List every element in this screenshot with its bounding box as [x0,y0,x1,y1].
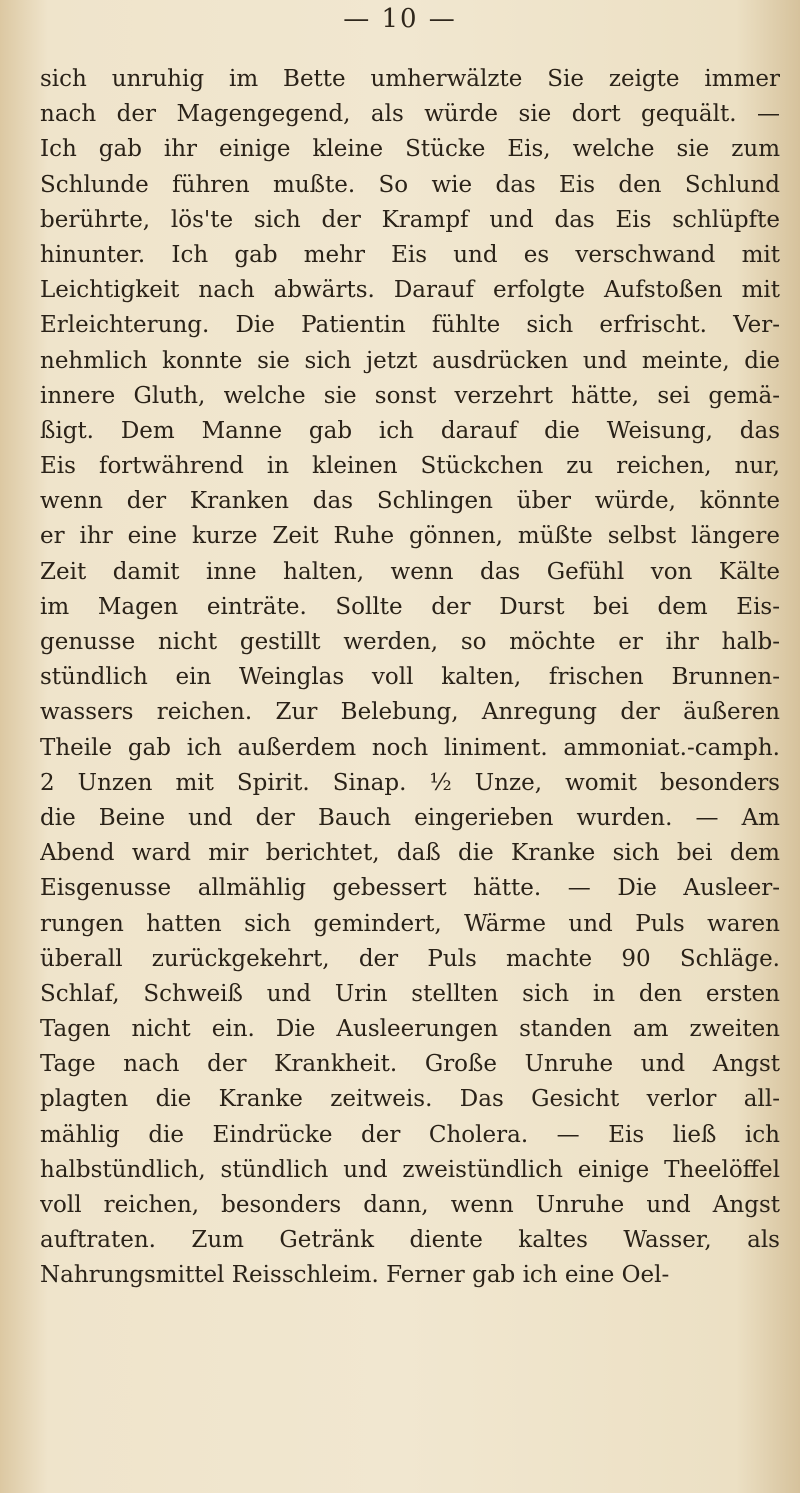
text-line: überall zurückgekehrt, der Puls machte 90 Schläge. [40,945,780,972]
text-line: ßigt. Dem Manne gab ich darauf die Weisung, das [40,417,780,444]
text-line: halbstündlich, stündlich und zweistündlich einige Theelöffel [40,1156,780,1183]
text-line: er ihr eine kurze Zeit Ruhe gönnen, müßte selbst längere [40,523,780,550]
text-line: wassers reichen. Zur Belebung, Anregung der äußeren [40,699,780,726]
text-line: Abend ward mir berichtet, daß die Kranke sich bei dem [40,840,780,867]
text-line: Erleichterung. Die Patientin fühlte sich erfrischt. Ver- [40,312,780,339]
text-line: nehmlich konnte sie sich jetzt ausdrücken und meinte, die [40,347,780,374]
text-line: Ich gab ihr einige kleine Stücke Eis, welche sie zum [40,136,780,163]
text-line: Tage nach der Krankheit. Große Unruhe und Angst [40,1051,780,1078]
text-line: sich unruhig im Bette umherwälzte Sie zeigte immer [40,66,780,92]
text-line: auftraten. Zum Getränk diente kaltes Wasser, als [40,1227,780,1254]
text-line: plagten die Kranke zeitweis. Das Gesicht verlor all- [40,1086,780,1113]
text-line: nach der Magengegend, als würde sie dort gequält. — [40,101,780,128]
text-line: Nahrungsmittel Reisschleim. Ferner gab ich eine Oel- [40,1262,670,1289]
text-line: rungen hatten sich gemindert, Wärme und Puls waren [40,910,780,937]
text-line: Zeit damit inne halten, wenn das Gefühl von Kälte [40,558,780,585]
text-line: mählig die Eindrücke der Cholera. — Eis ließ ich [40,1121,780,1148]
text-line: 2 Unzen mit Spirit. Sinap. ½ Unze, womit besonders [40,769,780,796]
text-line: im Magen einträte. Sollte der Durst bei dem Eis- [40,593,780,620]
text-line: berührte, lös'te sich der Krampf und das Eis schlüpfte [40,206,780,233]
text-line: innere Gluth, welche sie sonst verzehrt hätte, sei gemä- [40,382,780,409]
text-line: Theile gab ich außerdem noch liniment. ammoniat.-camph. [40,734,780,761]
text-line: hinunter. Ich gab mehr Eis und es verschwand mit [40,241,780,268]
text-line: Schlaf, Schweiß und Urin stellten sich in den ersten [40,980,780,1007]
page-number: — 10 — [343,4,457,34]
text-line: die Beine und der Bauch eingerieben wurden. — Am [40,804,780,831]
text-line: Schlunde führen mußte. So wie das Eis den Schlund [40,171,780,198]
text-line: Eis fortwährend in kleinen Stückchen zu reichen, nur, [40,453,780,480]
text-line: Eisgenusse allmählig gebessert hätte. — Die Ausleer- [40,875,780,902]
text-line: stündlich ein Weinglas voll kalten, frischen Brunnen- [40,664,780,691]
text-line: wenn der Kranken das Schlingen über würde, könnte [40,488,780,515]
text-line: voll reichen, besonders dann, wenn Unruhe und Angst [40,1192,780,1218]
text-line: Leichtigkeit nach abwärts. Darauf erfolgte Aufstoßen mit [40,277,780,304]
text-line: Tagen nicht ein. Die Ausleerungen standen am zweiten [40,1016,780,1043]
text-line: genusse nicht gestillt werden, so möchte er ihr halb- [40,629,780,655]
body-text [40,62,780,1294]
